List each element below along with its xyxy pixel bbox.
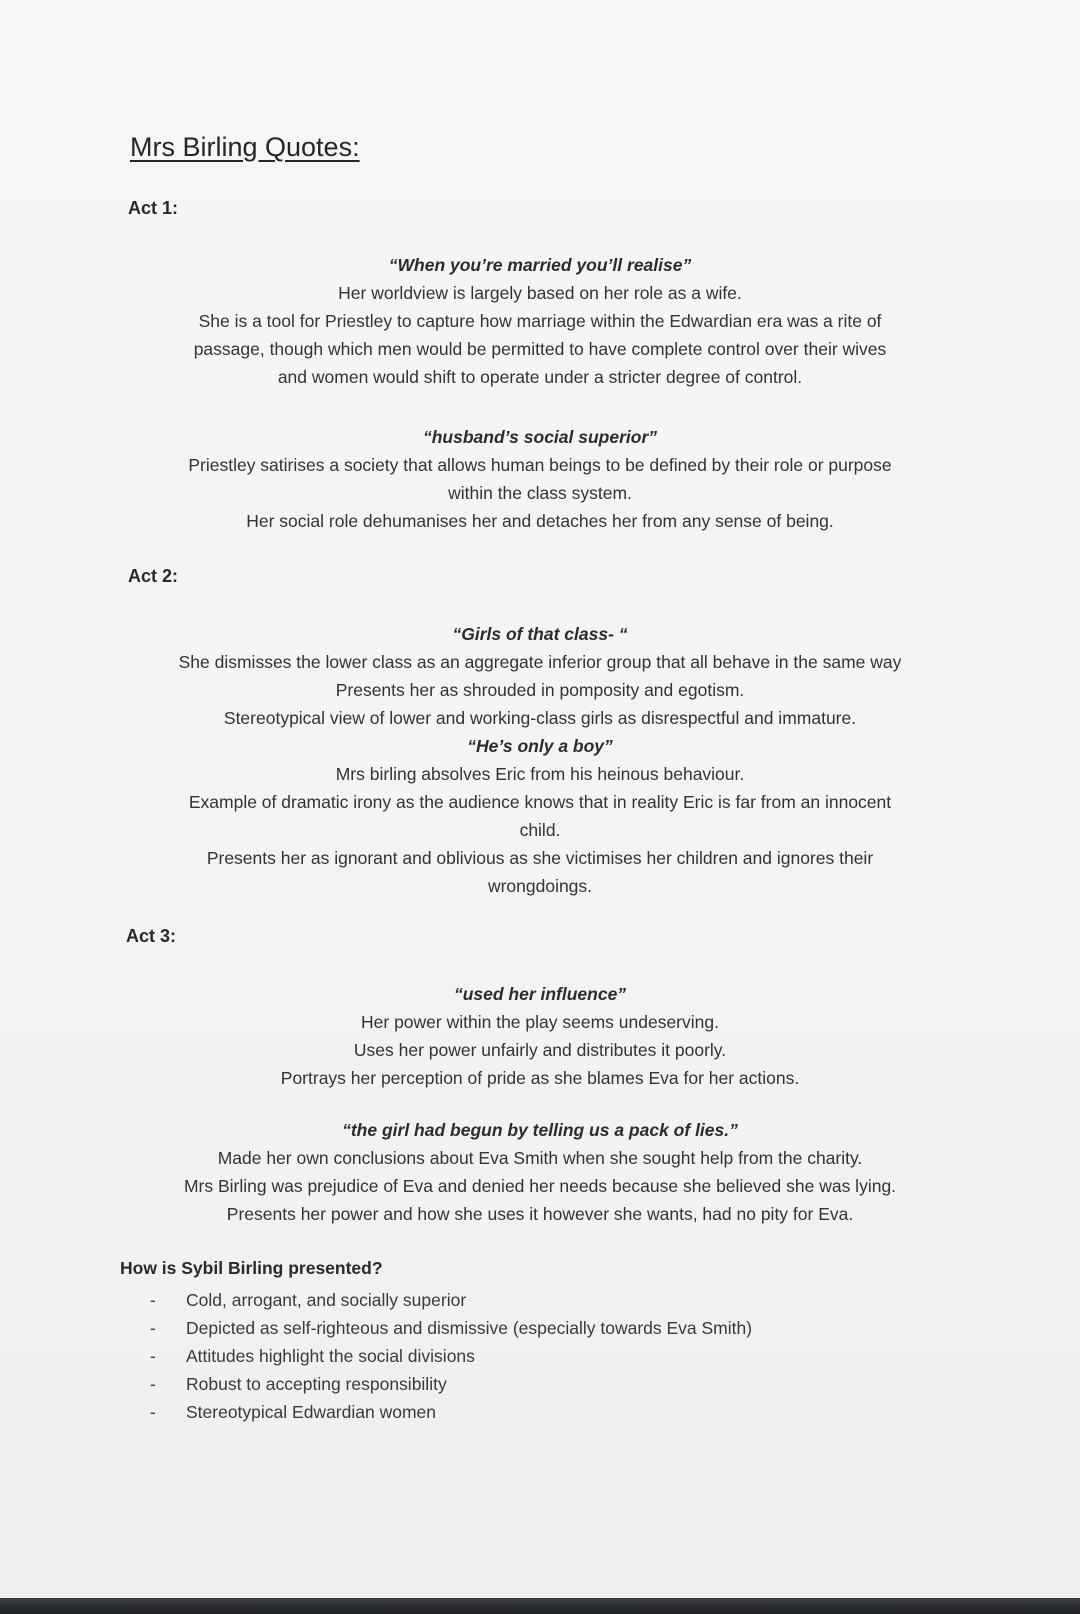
analysis-line: Stereotypical view of lower and working-class girls as disrespectful and immature. — [223, 708, 857, 728]
list-item — [150, 1342, 752, 1370]
analysis-line: She is a tool for Priestley to capture how marriage within the Edwardian era was a rite of — [198, 311, 882, 331]
bullet-marker: - — [150, 1402, 156, 1422]
list-item-text: Attitudes highlight the social divisions — [186, 1346, 475, 1366]
bullet-marker: - — [150, 1318, 156, 1338]
quote: “the girl had begun by telling us a pack of lies.” — [342, 1120, 738, 1140]
list-item-text: Depicted as self-righteous and dismissive (especially towards Eva Smith) — [186, 1318, 753, 1338]
analysis-line: Priestley satirises a society that allows human beings to be defined by their role or purpose — [188, 455, 892, 475]
analysis-line: Her social role dehumanises her and detaches her from any sense of being. — [246, 511, 834, 531]
act-1-heading: Act 1: — [128, 198, 179, 218]
quote: “Girls of that class- “ — [452, 624, 628, 644]
analysis-line: within the class system. — [448, 483, 632, 503]
analysis-line: Mrs birling absolves Eric from his heinous behaviour. — [335, 764, 745, 784]
analysis-line: and women would shift to operate under a stricter degree of control. — [277, 367, 803, 387]
analysis-line: Made her own conclusions about Eva Smith when she sought help from the charity. — [217, 1148, 863, 1168]
quote: “When you’re married you’ll realise” — [388, 255, 692, 275]
analysis-line: Portrays her perception of pride as she blames Eva for her actions. — [280, 1068, 800, 1088]
list-item-text: Stereotypical Edwardian women — [186, 1402, 436, 1422]
bullet-marker: - — [150, 1346, 156, 1366]
summary-heading: How is Sybil Birling presented? — [120, 1258, 383, 1278]
analysis-line: Example of dramatic irony as the audience knows that in reality Eric is far from an innocent — [188, 792, 892, 812]
analysis-line: wrongdoings. — [487, 876, 593, 896]
list-item-text: Robust to accepting responsibility — [186, 1374, 447, 1394]
act-3-heading: Act 3: — [126, 926, 177, 946]
list-item — [150, 1370, 752, 1398]
summary-list — [150, 1286, 752, 1426]
analysis-line: passage, though which men would be permitted to have complete control over their wives — [193, 339, 887, 359]
analysis-line: Presents her power and how she uses it however she wants, had no pity for Eva. — [226, 1204, 854, 1224]
act-1-quote-2-block — [120, 423, 960, 535]
analysis-line: child. — [519, 820, 561, 840]
act-3-quote-1-block — [120, 980, 960, 1092]
list-item-text: Cold, arrogant, and socially superior — [186, 1290, 467, 1310]
act-2-quote-1-block — [120, 620, 960, 900]
analysis-line: Presents her as shrouded in pomposity and egotism. — [335, 680, 745, 700]
analysis-line: Mrs Birling was prejudice of Eva and denied her needs because she believed she was lying. — [183, 1176, 897, 1196]
act-1-quote-1-block — [120, 251, 960, 391]
bullet-marker: - — [150, 1374, 156, 1394]
analysis-line: She dismisses the lower class as an aggregate inferior group that all behave in the same way — [178, 652, 902, 672]
act-2-heading: Act 2: — [128, 566, 179, 586]
bullet-marker: - — [150, 1290, 156, 1310]
desk-edge — [0, 1598, 1080, 1614]
analysis-line: Her power within the play seems undeserving. — [361, 1012, 719, 1032]
page-title: Mrs Birling Quotes: — [130, 132, 360, 162]
analysis-line: Her worldview is largely based on her role as a wife. — [338, 283, 742, 303]
quote: “husband’s social superior” — [422, 427, 658, 447]
list-item — [150, 1314, 752, 1342]
list-item — [150, 1286, 752, 1314]
act-3-quote-2-block — [120, 1116, 960, 1228]
analysis-line: Uses her power unfairly and distributes it poorly. — [353, 1040, 727, 1060]
list-item — [150, 1398, 752, 1426]
quote: “used her influence” — [453, 984, 627, 1004]
analysis-line: Presents her as ignorant and oblivious as she victimises her children and ignores their — [206, 848, 874, 868]
quote: “He’s only a boy” — [467, 736, 613, 756]
